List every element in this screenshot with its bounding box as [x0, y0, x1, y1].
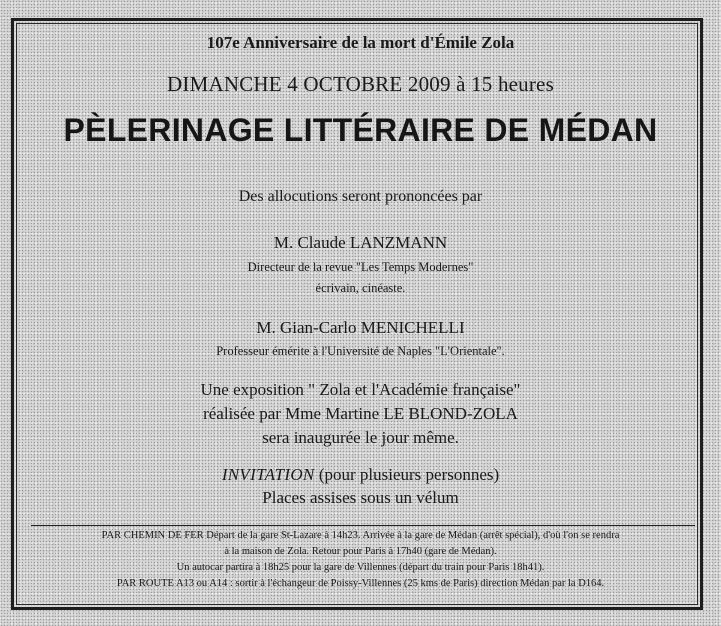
event-title: PÈLERINAGE LITTÉRAIRE DE MÉDAN	[63, 112, 658, 148]
access-line-3: Un autocar partira à 18h25 pour la gare de Villennes (départ du train pour Paris 18h41).	[176, 562, 545, 573]
invitation-word: INVITATION	[221, 465, 315, 484]
speaker-2-role: Professeur émérite à l'Université de Naples "L'Orientale".	[216, 344, 505, 358]
exhibition-line-2: réalisée par Mme Martine LE BLOND-ZOLA	[203, 404, 518, 423]
seating-info: Places assises sous un vélum	[262, 488, 459, 507]
inner-border-frame	[16, 23, 698, 605]
access-line-4: PAR ROUTE A13 ou A14 : sortir à l'échangeur de Poissy-Villennes (25 kms de Paris) direction Médan par la D164.	[116, 578, 605, 589]
invitation-line	[0, 465, 721, 485]
invitation-note: (pour plusieurs personnes)	[314, 465, 500, 484]
speaker-2-name: M. Gian-Carlo MENICHELLI	[256, 318, 465, 337]
speaker-1-name: M. Claude LANZMANN	[273, 233, 448, 252]
speeches-intro: Des allocutions seront prononcées par	[238, 188, 483, 205]
exhibition-line-1: Une exposition " Zola et l'Académie française"	[200, 380, 521, 399]
exhibition-line-3: sera inaugurée le jour même.	[262, 428, 459, 447]
access-divider	[31, 525, 695, 526]
anniversary-heading: 107e Anniversaire de la mort d'Émile Zola	[206, 33, 515, 52]
access-line-1: PAR CHEMIN DE FER Départ de la gare St-Lazare à 14h23. Arrivée à la gare de Médan (arrêt spécial), d'où l'on se rendra	[101, 530, 620, 541]
speaker-1-description: écrivain, cinéaste.	[315, 281, 406, 295]
speaker-1-role: Directeur de la revue "Les Temps Modernes"	[247, 260, 474, 274]
event-date: DIMANCHE 4 OCTOBRE 2009 à 15 heures	[167, 72, 554, 96]
access-line-2: à la maison de Zola. Retour pour Paris à 17h40 (gare de Médan).	[224, 546, 497, 557]
